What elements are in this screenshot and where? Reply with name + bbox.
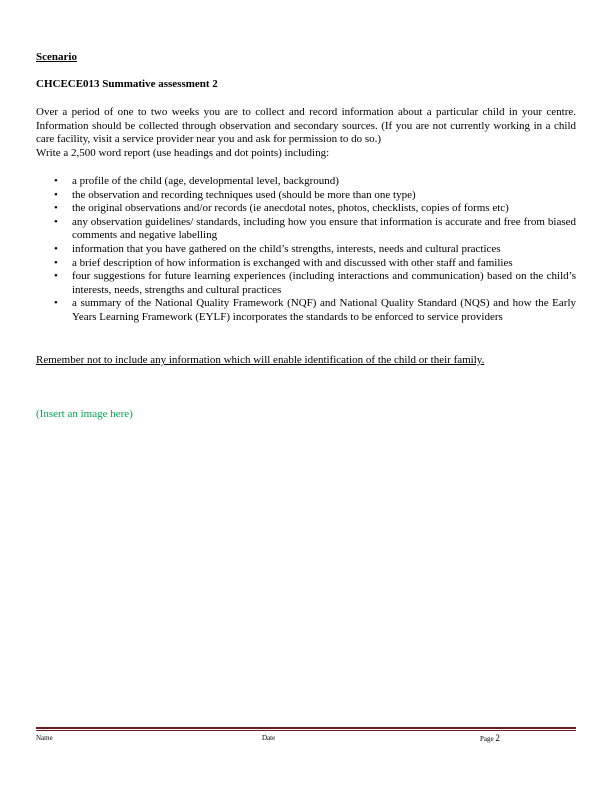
footer-name-label: Name	[36, 734, 53, 742]
list-item	[36, 270, 576, 297]
bullet-icon: •	[54, 188, 58, 201]
bullet-icon: •	[54, 202, 58, 215]
privacy-reminder: Remember not to include any information which will enable identification of the child or their family.	[36, 354, 485, 366]
document-page	[36, 0, 576, 792]
list-item-text: a summary of the National Quality Framework (NQF) and National Quality Standard (NQS) and how the Early Years Learning Framework (EYLF) incorporates the standards to be enforced to service providers	[72, 297, 576, 323]
list-item-text: a profile of the child (age, developmental level, background)	[72, 175, 339, 187]
intro-paragraph: Over a period of one to two weeks you are to collect and record information about a particular child in your centre. Information should be collected through observation and secondary sources. (If you are not currently working in a child care facility, visit a service provider near you and ask for permission to do so.)	[36, 106, 576, 146]
list-item	[36, 189, 576, 203]
requirements-list	[36, 175, 576, 325]
bullet-icon: •	[54, 242, 58, 255]
list-item	[36, 243, 576, 257]
list-item-text: the original observations and/or records (ie anecdotal notes, photos, checklists, copies of forms etc)	[72, 202, 509, 215]
list-item	[36, 202, 576, 216]
intro-section	[36, 106, 576, 160]
footer-page-indicator	[480, 734, 500, 743]
list-item-text: information that you have gathered on the child’s strengths, interests, needs and cultural practices	[72, 242, 501, 255]
footer-page-label: Page	[480, 735, 494, 743]
list-item-text: a brief description of how information is exchanged with and discussed with other staff and families	[72, 256, 513, 269]
list-item	[36, 297, 576, 324]
bullet-icon: •	[54, 297, 58, 310]
footer-date-label: Date	[262, 734, 276, 742]
footer-rule-thin	[36, 730, 576, 731]
scenario-heading: Scenario	[36, 51, 77, 63]
assessment-title: CHCECE013 Summative assessment 2	[36, 78, 218, 90]
list-item-text: any observation guidelines/ standards, including how you ensure that information is accurate and free from biased comments and negative labelling	[72, 215, 576, 242]
bullet-icon: •	[54, 270, 58, 283]
list-item	[36, 175, 576, 189]
list-item-text: the observation and recording techniques used (should be more than one type)	[72, 188, 416, 201]
footer-rule-thick	[36, 727, 576, 729]
bullet-icon: •	[54, 215, 58, 228]
page-footer	[36, 734, 576, 744]
list-item	[36, 257, 576, 271]
instruction-text: Write a 2,500 word report (use headings and dot points) including:	[36, 146, 330, 159]
list-item	[36, 216, 576, 243]
footer-page-number: 2	[495, 733, 500, 743]
list-item-text: four suggestions for future learning experiences (including interactions and communication) based on the child’s interests, needs, strengths and cultural practices	[72, 270, 576, 296]
bullet-icon: •	[54, 256, 58, 269]
bullet-icon: •	[54, 175, 58, 187]
image-placeholder-text: (Insert an image here)	[36, 408, 133, 420]
